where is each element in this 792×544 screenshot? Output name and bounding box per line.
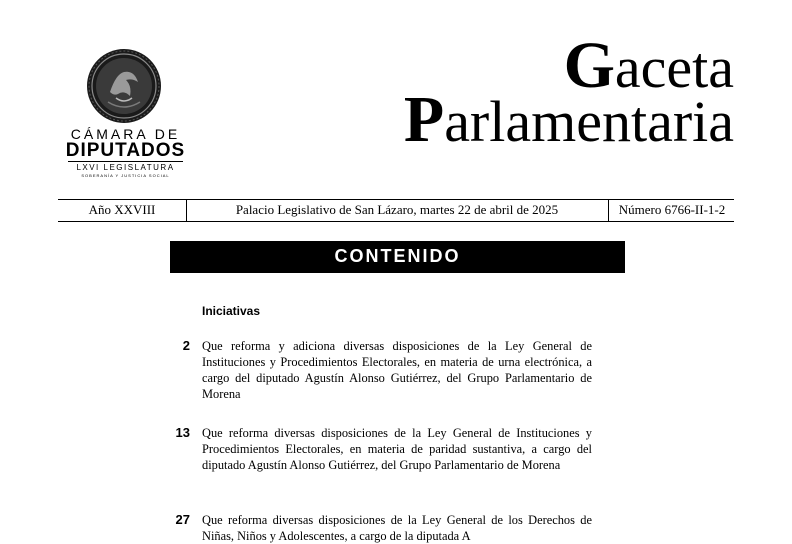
camara-diputados-logo (58, 48, 193, 178)
entry-page-number: 2 (182, 338, 190, 353)
logo-camara-text: CÁMARA DE (70, 126, 181, 142)
section-title: Iniciativas (202, 304, 261, 318)
national-seal-icon (86, 48, 162, 124)
title-line-gaceta (404, 29, 734, 102)
gazette-title (403, 29, 734, 156)
issue-number: Número 6766-II-1-2 (608, 200, 735, 221)
title-line-parlamentaria (403, 83, 734, 156)
entry-text: Que reforma diversas disposiciones de la Ley General de los Derechos de Niñas, Niños y Adolescentes, a cargo de la diputada A (202, 513, 592, 543)
entry-page-number: 13 (175, 425, 190, 440)
title-rest-parlamentaria: arlamentaria (444, 89, 734, 154)
entry-text: Que reforma diversas disposiciones de la Ley General de Instituciones y Procedimientos Electorales, en materia de paridad sustantiva, a cargo del diputado Agustín Alonso Gutiérrez, del Grupo Parlamentario de Morena (202, 426, 592, 472)
contents-heading: CONTENIDO (170, 241, 625, 273)
entry-page-number: 27 (175, 512, 190, 527)
logo-diputados-text: DIPUTADOS (65, 140, 186, 161)
issue-year: Año XXVIII (58, 200, 187, 221)
issue-info-bar (58, 199, 734, 222)
entry-text: Que reforma y adiciona diversas disposiciones de la Ley General de Instituciones y Procedimientos Electorales, en materia de urna electrónica, a cargo del diputado Agustín Alonso Gutiérrez, del Grupo Parlamentario de Morena (202, 339, 592, 401)
logo-legislatura-text: LXVI LEGISLATURA (68, 161, 183, 173)
issue-place-date: Palacio Legislativo de San Lázaro, martes 22 de abril de 2025 (235, 202, 559, 217)
title-cap-p: P (403, 83, 445, 156)
title-cap-g: G (563, 29, 615, 102)
logo-motto-text: SOBERANÍA Y JUSTICIA SOCIAL (81, 173, 170, 178)
title-rest-gaceta: aceta (614, 35, 734, 100)
